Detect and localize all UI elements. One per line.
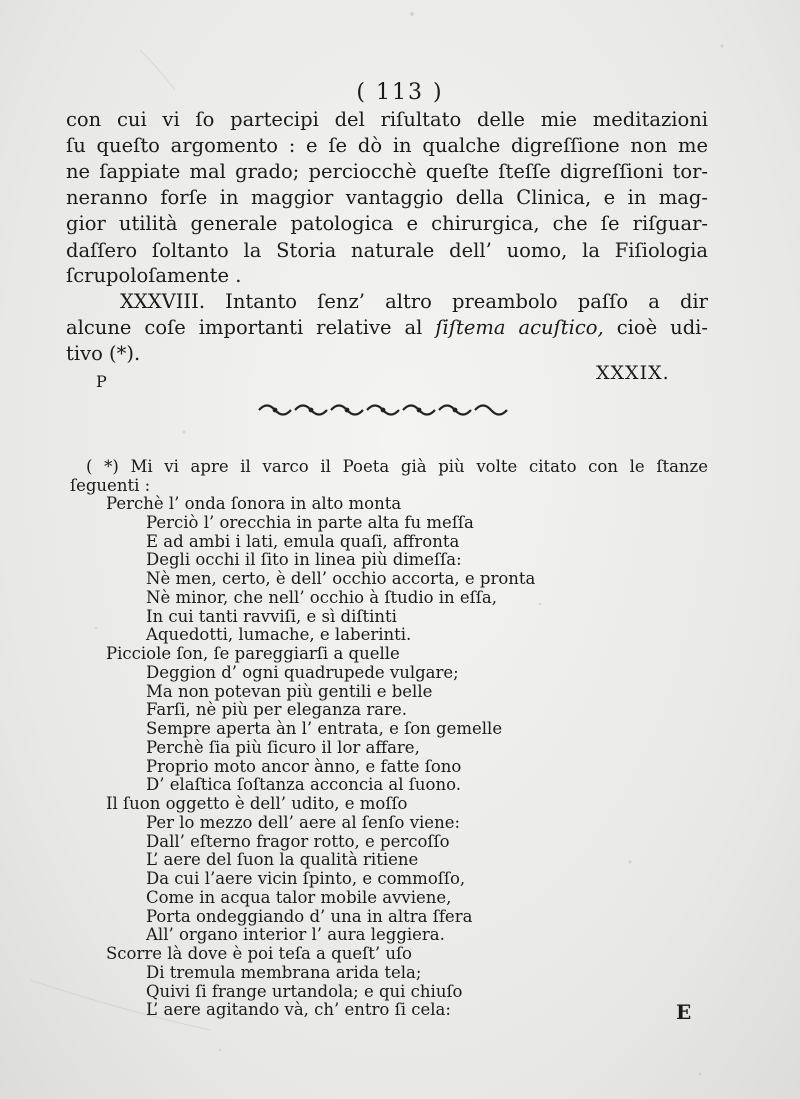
main-last-line: ſcrupoloſamente . (66, 264, 242, 287)
verse-line: Scorre là dove è poi teſa a queſt’ uſo (106, 944, 412, 963)
verse-line: Da cui l’aere vicin ſpinto, e commoſſo, (146, 869, 466, 888)
verse-line: All’ organo interior l’ aura leggiera. (146, 925, 445, 945)
verse-line: Aquedotti, lumache, e laberinti. (146, 625, 412, 645)
verse-line: Nè men, certo, è dell’ occhio accorta, e pronta (146, 569, 536, 588)
sistema-acustico-italic: ſiſtema acuſtico, (435, 316, 604, 339)
verse-line: Sempre aperta àn l’ entrata, e ſon gemelle (146, 719, 503, 738)
verse-line: Deggion d’ ogni quadrupede vulgare; (146, 662, 459, 682)
line2-post: cioè udi- (616, 316, 708, 339)
main-line: ne ſappiate mal grado; perciocchè queſte ſteſſe digreſſioni tor- (66, 160, 708, 184)
footnote-line1: ( *) Mi vi apre il varco il Poeta già più volte citato con le ſtanze (86, 457, 708, 476)
verse-line: Picciole ſon, ſe pareggiarſi a quelle (106, 644, 400, 663)
section-xxxviii-line3: tivo (*). (66, 342, 141, 365)
verse-line: Ma non potevan più gentili e belle (146, 681, 433, 701)
verse-line: Degli occhi il ſito in linea più dimeſſa: (146, 550, 462, 570)
verse-line: E ad ambi i lati, emula quaſi, affronta (146, 531, 460, 551)
ornament-divider-icon (255, 398, 555, 422)
page-number: ( 113 ) (356, 80, 444, 105)
section-xxxviii-line1: XXXVIII. Intanto ſenz’ altro preambolo paſſo a dir (120, 290, 708, 313)
signature-mark: P (96, 372, 107, 391)
catchword-xxxix: XXXIX. (596, 362, 670, 384)
verse-line: Proprio moto ancor ànno, e fatte ſono (146, 756, 462, 776)
verse-line: Il ſuon oggetto è dell’ udito, e moſſo (106, 794, 408, 813)
main-line: neranno forſe in maggior vantaggio della Clinica, e in mag- (66, 186, 708, 210)
verse-line: Perchè ſia più ſicuro il lor affare, (146, 737, 420, 757)
main-line: con cui vi ſo partecipi del riſultato delle mie meditazioni (66, 108, 708, 131)
verse-line: Quivi ſi frange urtandola; e qui chiuſo (146, 981, 463, 1001)
verse-line: Di tremula membrana arida tela; (146, 962, 422, 982)
footnote-line2: ſeguenti : (70, 476, 151, 495)
verse-line: Farſi, nè più per eleganza rare. (146, 700, 407, 720)
verse-line: L’ aere agitando và, ch’ entro ſi cela: (146, 1000, 451, 1020)
verse-line: Perciò l’ orecchia in parte alta fu meſſa (146, 512, 474, 532)
verse-line: In cui tanti ravviſi, e sì diſtinti (146, 606, 397, 626)
verse-line: D’ elaſtica ſoſtanza acconcia al ſuono. (146, 775, 461, 795)
main-line: gior utilità generale patologica e chirurgica, che ſe riſguar- (66, 212, 708, 236)
verse-line: Come in acqua talor mobile avviene, (146, 887, 452, 907)
verse-line: L’ aere del ſuon la qualità ritiene (146, 850, 419, 870)
catchword-e: E (676, 1000, 692, 1024)
verse-line: Dall’ eſterno fragor rotto, e percoſſo (146, 831, 450, 851)
main-line: daſſero ſoltanto la Storia naturale dell’ uomo, la Fiſiologia (66, 238, 708, 262)
section-xxxviii-line2 (66, 316, 708, 339)
line2-pre: alcune coſe importanti relative al (66, 316, 423, 339)
verse-line: Perchè l’ onda ſonora in alto monta (106, 494, 402, 513)
verse-line: Porta ondeggiando d’ una in altra ſfera (146, 906, 473, 926)
main-line: ſu queſto argomento : e ſe dò in qualche digreſſione non me (66, 134, 708, 158)
verse-line: Nè minor, che nell’ occhio à ſtudio in eſſa, (146, 587, 497, 607)
verse-line: Per lo mezzo dell’ aere al ſenſo viene: (146, 812, 461, 832)
